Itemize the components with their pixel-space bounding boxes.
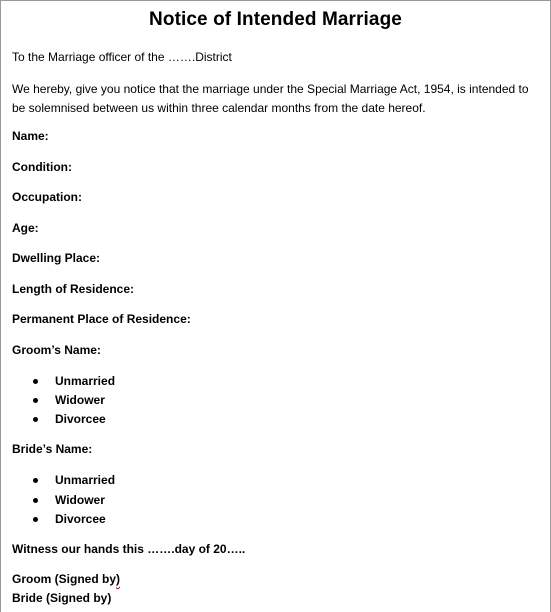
- field-length-of-residence: Length of Residence:: [12, 282, 135, 296]
- groom-option-label: Widower: [55, 393, 105, 407]
- bride-option-widower: [55, 492, 105, 509]
- groom-option-divorcee: [55, 411, 106, 428]
- groom-signed-line: [12, 571, 120, 588]
- groom-option-label: Divorcee: [55, 412, 106, 426]
- bride-option-label: Divorcee: [55, 512, 106, 526]
- field-age: Age:: [12, 221, 39, 235]
- bride-option-label: Unmarried: [55, 473, 116, 487]
- groom-name-label: Groom’s Name:: [12, 343, 101, 357]
- spellcheck-mark: ): [116, 572, 121, 586]
- bullet-icon: [33, 379, 38, 384]
- document-title: Notice of Intended Marriage: [149, 9, 402, 30]
- intro-paragraph: We hereby, give you notice that the marriage under the Special Marriage Act, 1954, is intended to be solemnised between us within three calendar months from the date hereof.: [12, 82, 529, 115]
- field-condition: Condition:: [12, 160, 72, 174]
- groom-option-widower: [55, 392, 105, 409]
- bullet-icon: [33, 498, 38, 503]
- field-name: Name:: [12, 129, 49, 143]
- field-dwelling-place: Dwelling Place:: [12, 251, 101, 265]
- bride-option-divorcee: [55, 511, 106, 528]
- bride-signed-line: Bride (Signed by): [12, 591, 112, 605]
- groom-option-unmarried: [55, 373, 115, 390]
- bride-option-unmarried: [55, 472, 115, 489]
- groom-signed-text: Groom (Signed by: [12, 572, 117, 586]
- field-permanent-residence: Permanent Place of Residence:: [12, 312, 191, 326]
- field-occupation: Occupation:: [12, 190, 83, 204]
- bullet-icon: [33, 517, 38, 522]
- bullet-icon: [33, 478, 38, 483]
- groom-option-label: Unmarried: [55, 374, 116, 388]
- bride-option-label: Widower: [55, 493, 105, 507]
- bride-name-label: Bride’s Name:: [12, 442, 93, 456]
- bullet-icon: [33, 417, 38, 422]
- addressee-line: To the Marriage officer of the …….District: [12, 50, 232, 64]
- bullet-icon: [33, 398, 38, 403]
- witness-line: Witness our hands this …….day of 20…..: [12, 542, 246, 556]
